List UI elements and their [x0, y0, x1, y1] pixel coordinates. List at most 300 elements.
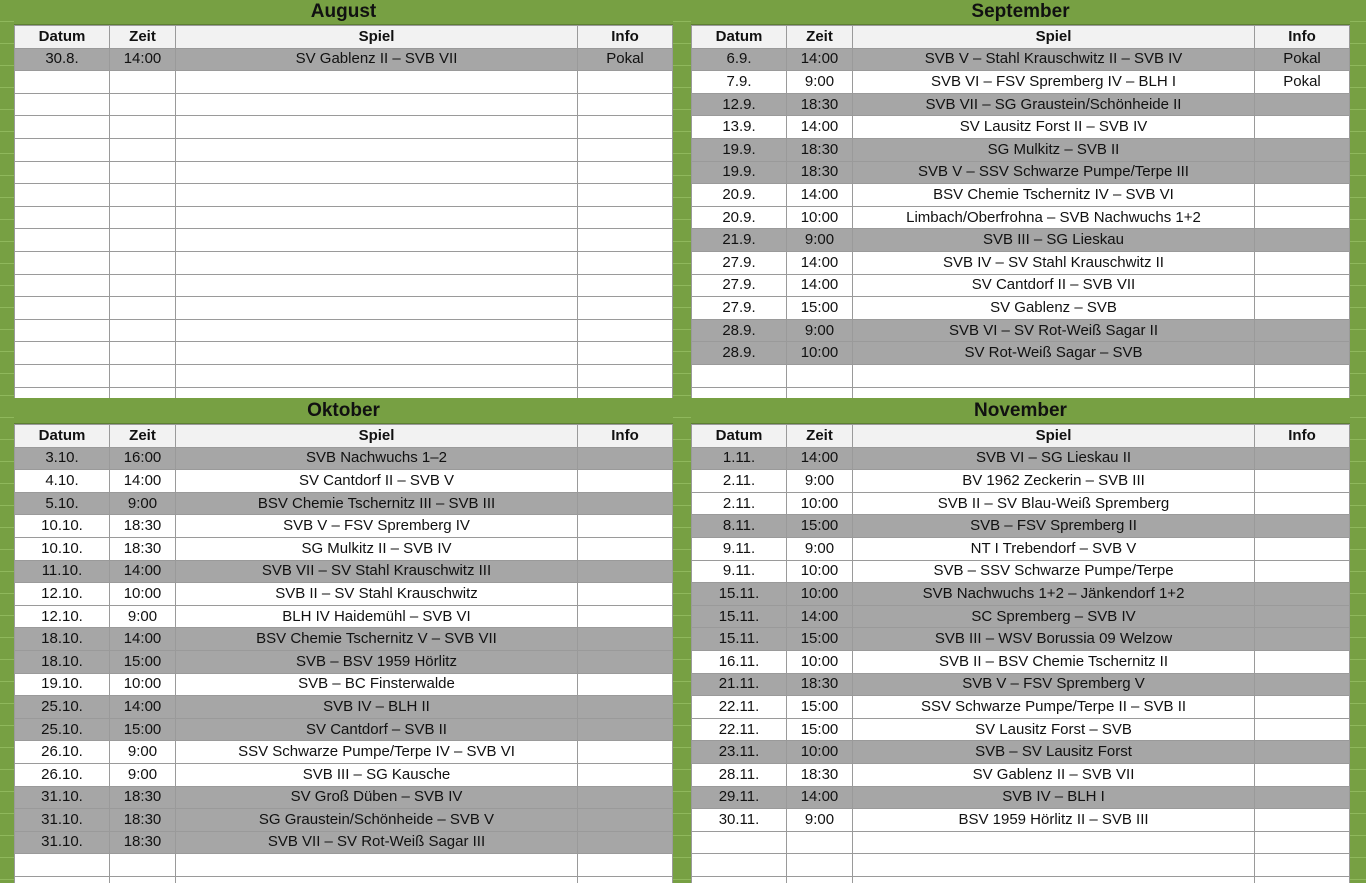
cell-info: Pokal	[1255, 48, 1350, 71]
cell-info	[578, 831, 673, 854]
right-green-margin	[1350, 0, 1366, 883]
match-row	[692, 138, 1350, 161]
match-row	[15, 492, 673, 515]
header-row	[15, 26, 673, 49]
empty-row	[15, 876, 673, 883]
cell-info	[578, 605, 673, 628]
month-block-august	[14, 0, 673, 398]
cell-zeit	[110, 364, 176, 387]
cell-zeit: 14:00	[110, 470, 176, 493]
cell-datum	[15, 184, 110, 207]
cell-spiel: SV Lausitz Forst II – SVB IV	[853, 116, 1255, 139]
cell-info	[578, 763, 673, 786]
match-row	[15, 763, 673, 786]
cell-datum	[692, 364, 787, 387]
cell-zeit: 14:00	[787, 116, 853, 139]
cell-zeit: 10:00	[787, 650, 853, 673]
cell-spiel: SVB III – SG Lieskau	[853, 229, 1255, 252]
cell-info	[1255, 364, 1350, 387]
match-row	[692, 650, 1350, 673]
cell-info	[1255, 93, 1350, 116]
cell-spiel	[853, 876, 1255, 883]
cell-info	[578, 184, 673, 207]
cell-info	[578, 138, 673, 161]
cell-spiel: SVB V – FSV Spremberg IV	[176, 515, 578, 538]
column-header-spiel: Spiel	[176, 425, 578, 448]
cell-info	[1255, 161, 1350, 184]
cell-zeit: 9:00	[787, 229, 853, 252]
cell-info	[1255, 763, 1350, 786]
match-row	[692, 161, 1350, 184]
cell-info	[1255, 673, 1350, 696]
cell-datum: 5.10.	[15, 492, 110, 515]
cell-zeit: 14:00	[787, 447, 853, 470]
cell-spiel	[176, 297, 578, 320]
cell-datum: 31.10.	[15, 786, 110, 809]
empty-row	[15, 138, 673, 161]
cell-spiel	[176, 93, 578, 116]
cell-info	[1255, 831, 1350, 854]
cell-info	[1255, 628, 1350, 651]
cell-info	[1255, 492, 1350, 515]
cell-info	[578, 741, 673, 764]
cell-datum: 30.8.	[15, 48, 110, 71]
cell-spiel: SVB Nachwuchs 1+2 – Jänkendorf 1+2	[853, 583, 1255, 606]
cell-spiel: SVB – BC Finsterwalde	[176, 673, 578, 696]
cell-zeit: 10:00	[787, 342, 853, 365]
cell-info	[1255, 447, 1350, 470]
cell-info	[578, 560, 673, 583]
empty-row	[692, 831, 1350, 854]
cell-datum: 20.9.	[692, 184, 787, 207]
cell-datum: 25.10.	[15, 718, 110, 741]
cell-info	[1255, 718, 1350, 741]
month-block-oktober	[14, 399, 673, 883]
match-row	[15, 447, 673, 470]
cell-spiel: SV Gablenz II – SVB VII	[853, 763, 1255, 786]
cell-zeit: 9:00	[787, 71, 853, 94]
cell-info	[578, 251, 673, 274]
cell-datum: 15.11.	[692, 583, 787, 606]
empty-row	[15, 274, 673, 297]
cell-info	[1255, 206, 1350, 229]
cell-info	[578, 319, 673, 342]
month-block-september	[691, 0, 1350, 398]
cell-spiel: Limbach/Oberfrohna – SVB Nachwuchs 1+2	[853, 206, 1255, 229]
cell-info	[1255, 650, 1350, 673]
cell-datum: 11.10.	[15, 560, 110, 583]
empty-row	[15, 319, 673, 342]
column-header-datum: Datum	[15, 26, 110, 49]
cell-zeit	[110, 93, 176, 116]
cell-spiel: SG Graustein/Schönheide – SVB V	[176, 809, 578, 832]
empty-row	[15, 854, 673, 877]
cell-datum: 13.9.	[692, 116, 787, 139]
empty-row	[15, 71, 673, 94]
cell-spiel: BSV Chemie Tschernitz V – SVB VII	[176, 628, 578, 651]
column-header-zeit: Zeit	[787, 26, 853, 49]
cell-spiel	[853, 831, 1255, 854]
cell-spiel: SVB IV – BLH II	[176, 696, 578, 719]
cell-datum: 8.11.	[692, 515, 787, 538]
cell-zeit	[110, 251, 176, 274]
cell-info	[1255, 537, 1350, 560]
cell-zeit	[110, 274, 176, 297]
cell-datum: 10.10.	[15, 515, 110, 538]
match-row	[692, 515, 1350, 538]
cell-info	[578, 447, 673, 470]
cell-info	[578, 470, 673, 493]
match-row	[692, 537, 1350, 560]
cell-info	[1255, 138, 1350, 161]
cell-datum	[692, 387, 787, 398]
schedule-table	[691, 424, 1350, 883]
cell-datum	[15, 297, 110, 320]
cell-info	[578, 876, 673, 883]
cell-datum	[15, 342, 110, 365]
cell-spiel: SVB VII – SV Rot-Weiß Sagar III	[176, 831, 578, 854]
match-row	[692, 48, 1350, 71]
cell-zeit: 9:00	[110, 492, 176, 515]
cell-spiel: SVB II – BSV Chemie Tschernitz II	[853, 650, 1255, 673]
cell-datum: 9.11.	[692, 560, 787, 583]
cell-datum: 6.9.	[692, 48, 787, 71]
cell-info	[1255, 515, 1350, 538]
cell-info: Pokal	[1255, 71, 1350, 94]
cell-info	[578, 229, 673, 252]
schedule-table	[14, 424, 673, 883]
schedule-table	[14, 25, 673, 398]
cell-spiel: SVB VI – SG Lieskau II	[853, 447, 1255, 470]
cell-zeit	[110, 387, 176, 398]
match-row	[692, 470, 1350, 493]
cell-spiel: SG Mulkitz II – SVB IV	[176, 537, 578, 560]
cell-info	[578, 537, 673, 560]
header-row	[692, 425, 1350, 448]
center-green-gutter	[673, 0, 691, 883]
cell-zeit: 14:00	[787, 251, 853, 274]
cell-datum: 12.9.	[692, 93, 787, 116]
cell-datum: 28.9.	[692, 319, 787, 342]
cell-datum: 7.9.	[692, 71, 787, 94]
cell-spiel: SVB III – WSV Borussia 09 Welzow	[853, 628, 1255, 651]
match-row	[692, 251, 1350, 274]
cell-info	[578, 71, 673, 94]
match-row	[15, 786, 673, 809]
cell-datum: 9.11.	[692, 537, 787, 560]
cell-zeit: 10:00	[787, 492, 853, 515]
cell-datum: 19.9.	[692, 161, 787, 184]
cell-info	[1255, 387, 1350, 398]
cell-datum: 12.10.	[15, 605, 110, 628]
cell-zeit: 14:00	[110, 628, 176, 651]
match-row	[15, 650, 673, 673]
cell-datum: 23.11.	[692, 741, 787, 764]
cell-spiel: BSV Chemie Tschernitz IV – SVB VI	[853, 184, 1255, 207]
cell-zeit: 14:00	[110, 696, 176, 719]
cell-datum: 2.11.	[692, 492, 787, 515]
column-header-info: Info	[578, 26, 673, 49]
cell-zeit	[787, 831, 853, 854]
cell-info	[1255, 319, 1350, 342]
cell-zeit: 9:00	[787, 809, 853, 832]
cell-spiel: SSV Schwarze Pumpe/Terpe II – SVB II	[853, 696, 1255, 719]
empty-row	[15, 251, 673, 274]
cell-spiel: SG Mulkitz – SVB II	[853, 138, 1255, 161]
column-header-zeit: Zeit	[110, 26, 176, 49]
cell-zeit: 10:00	[787, 560, 853, 583]
month-title: September	[691, 0, 1350, 25]
cell-spiel	[853, 854, 1255, 877]
empty-row	[692, 364, 1350, 387]
match-row	[692, 763, 1350, 786]
column-header-datum: Datum	[692, 425, 787, 448]
empty-row	[692, 876, 1350, 883]
cell-zeit	[110, 319, 176, 342]
cell-info	[578, 515, 673, 538]
cell-spiel: SVB – SSV Schwarze Pumpe/Terpe	[853, 560, 1255, 583]
cell-zeit	[787, 876, 853, 883]
cell-info	[578, 786, 673, 809]
cell-spiel	[176, 71, 578, 94]
match-row	[15, 560, 673, 583]
cell-datum	[15, 116, 110, 139]
cell-zeit: 9:00	[110, 763, 176, 786]
cell-spiel: SV Gablenz II – SVB VII	[176, 48, 578, 71]
empty-row	[15, 387, 673, 398]
cell-spiel: SVB V – FSV Spremberg V	[853, 673, 1255, 696]
cell-spiel: SV Cantdorf II – SVB VII	[853, 274, 1255, 297]
cell-spiel: SV Cantdorf II – SVB V	[176, 470, 578, 493]
cell-datum	[15, 364, 110, 387]
cell-zeit: 18:30	[787, 138, 853, 161]
empty-row	[692, 854, 1350, 877]
empty-row	[15, 116, 673, 139]
cell-info	[1255, 251, 1350, 274]
cell-zeit: 18:30	[787, 161, 853, 184]
left-green-margin	[0, 0, 14, 883]
cell-info	[1255, 741, 1350, 764]
column-header-info: Info	[578, 425, 673, 448]
cell-datum: 16.11.	[692, 650, 787, 673]
cell-spiel	[176, 161, 578, 184]
cell-spiel: SVB VI – FSV Spremberg IV – BLH I	[853, 71, 1255, 94]
cell-info	[578, 116, 673, 139]
cell-datum: 27.9.	[692, 274, 787, 297]
cell-zeit: 14:00	[787, 184, 853, 207]
match-row	[692, 447, 1350, 470]
cell-zeit	[110, 876, 176, 883]
match-row	[15, 718, 673, 741]
empty-row	[15, 206, 673, 229]
cell-datum: 26.10.	[15, 741, 110, 764]
cell-spiel: SV Gablenz – SVB	[853, 297, 1255, 320]
cell-spiel	[176, 116, 578, 139]
cell-info	[578, 718, 673, 741]
cell-datum	[15, 229, 110, 252]
match-row	[692, 583, 1350, 606]
cell-spiel: SV Lausitz Forst – SVB	[853, 718, 1255, 741]
cell-info	[578, 161, 673, 184]
match-row	[692, 718, 1350, 741]
cell-info	[578, 673, 673, 696]
cell-spiel: SVB IV – SV Stahl Krauschwitz II	[853, 251, 1255, 274]
match-row	[692, 696, 1350, 719]
schedule-table	[691, 25, 1350, 398]
cell-info	[1255, 184, 1350, 207]
cell-datum	[15, 206, 110, 229]
match-row	[692, 786, 1350, 809]
cell-spiel	[176, 138, 578, 161]
cell-datum	[15, 161, 110, 184]
cell-zeit: 9:00	[110, 741, 176, 764]
cell-datum: 12.10.	[15, 583, 110, 606]
cell-info	[578, 650, 673, 673]
cell-zeit: 10:00	[110, 583, 176, 606]
cell-spiel: SVB IV – BLH I	[853, 786, 1255, 809]
cell-zeit: 18:30	[110, 537, 176, 560]
match-row	[692, 560, 1350, 583]
cell-zeit: 18:30	[110, 831, 176, 854]
cell-spiel: NT I Trebendorf – SVB V	[853, 537, 1255, 560]
cell-datum: 20.9.	[692, 206, 787, 229]
cell-datum: 27.9.	[692, 251, 787, 274]
cell-info	[578, 696, 673, 719]
cell-info	[1255, 274, 1350, 297]
empty-row	[15, 342, 673, 365]
cell-zeit: 9:00	[110, 605, 176, 628]
match-row	[15, 605, 673, 628]
cell-info	[578, 809, 673, 832]
cell-spiel: SC Spremberg – SVB IV	[853, 605, 1255, 628]
cell-datum: 21.11.	[692, 673, 787, 696]
cell-datum	[15, 387, 110, 398]
cell-zeit	[110, 138, 176, 161]
match-row	[15, 628, 673, 651]
cell-spiel: SV Rot-Weiß Sagar – SVB	[853, 342, 1255, 365]
cell-zeit: 15:00	[787, 297, 853, 320]
cell-zeit	[110, 229, 176, 252]
cell-info: Pokal	[578, 48, 673, 71]
column-header-spiel: Spiel	[176, 26, 578, 49]
column-header-datum: Datum	[692, 26, 787, 49]
cell-spiel	[176, 876, 578, 883]
cell-datum: 15.11.	[692, 628, 787, 651]
cell-info	[578, 274, 673, 297]
cell-datum	[692, 876, 787, 883]
cell-info	[578, 628, 673, 651]
cell-zeit	[110, 116, 176, 139]
match-row	[15, 537, 673, 560]
cell-spiel: SVB III – SG Kausche	[176, 763, 578, 786]
cell-spiel: SVB II – SV Stahl Krauschwitz	[176, 583, 578, 606]
cell-datum	[15, 93, 110, 116]
cell-spiel	[176, 251, 578, 274]
cell-zeit: 15:00	[787, 696, 853, 719]
cell-datum	[15, 319, 110, 342]
cell-info	[578, 93, 673, 116]
cell-zeit	[110, 71, 176, 94]
cell-spiel	[176, 274, 578, 297]
cell-zeit: 9:00	[787, 319, 853, 342]
empty-row	[15, 364, 673, 387]
match-row	[15, 48, 673, 71]
cell-zeit	[110, 342, 176, 365]
cell-datum: 30.11.	[692, 809, 787, 832]
cell-datum: 26.10.	[15, 763, 110, 786]
cell-info	[578, 854, 673, 877]
cell-datum	[15, 876, 110, 883]
cell-zeit: 9:00	[787, 470, 853, 493]
cell-zeit	[110, 854, 176, 877]
cell-zeit: 15:00	[110, 650, 176, 673]
cell-datum: 31.10.	[15, 809, 110, 832]
cell-info	[1255, 470, 1350, 493]
cell-datum: 1.11.	[692, 447, 787, 470]
cell-spiel: BLH IV Haidemühl – SVB VI	[176, 605, 578, 628]
cell-spiel: SVB – FSV Spremberg II	[853, 515, 1255, 538]
cell-info	[1255, 583, 1350, 606]
cell-datum	[15, 854, 110, 877]
cell-datum	[15, 274, 110, 297]
match-row	[15, 809, 673, 832]
cell-zeit	[110, 206, 176, 229]
match-row	[692, 229, 1350, 252]
cell-datum: 19.9.	[692, 138, 787, 161]
cell-zeit	[787, 364, 853, 387]
match-row	[692, 319, 1350, 342]
cell-zeit: 10:00	[787, 583, 853, 606]
cell-info	[578, 206, 673, 229]
cell-spiel: BSV Chemie Tschernitz III – SVB III	[176, 492, 578, 515]
cell-spiel: SVB VI – SV Rot-Weiß Sagar II	[853, 319, 1255, 342]
header-row	[692, 26, 1350, 49]
empty-row	[15, 93, 673, 116]
cell-info	[1255, 696, 1350, 719]
cell-info	[1255, 560, 1350, 583]
match-row	[692, 628, 1350, 651]
cell-datum	[15, 251, 110, 274]
cell-zeit: 14:00	[787, 605, 853, 628]
cell-info	[1255, 342, 1350, 365]
cell-zeit: 15:00	[787, 718, 853, 741]
match-row	[692, 93, 1350, 116]
cell-spiel: SVB – BSV 1959 Hörlitz	[176, 650, 578, 673]
match-row	[15, 583, 673, 606]
empty-row	[15, 229, 673, 252]
cell-info	[1255, 809, 1350, 832]
match-row	[15, 515, 673, 538]
empty-row	[15, 297, 673, 320]
cell-spiel: SVB II – SV Blau-Weiß Spremberg	[853, 492, 1255, 515]
cell-spiel	[176, 229, 578, 252]
cell-spiel: SV Cantdorf – SVB II	[176, 718, 578, 741]
cell-info	[1255, 876, 1350, 883]
cell-datum: 19.10.	[15, 673, 110, 696]
cell-spiel	[176, 206, 578, 229]
cell-zeit: 9:00	[787, 537, 853, 560]
cell-datum	[692, 854, 787, 877]
cell-spiel	[176, 184, 578, 207]
cell-zeit: 15:00	[787, 515, 853, 538]
cell-datum: 3.10.	[15, 447, 110, 470]
cell-datum: 21.9.	[692, 229, 787, 252]
cell-spiel: SVB VII – SV Stahl Krauschwitz III	[176, 560, 578, 583]
cell-zeit	[110, 161, 176, 184]
cell-spiel: BSV 1959 Hörlitz II – SVB III	[853, 809, 1255, 832]
cell-zeit	[787, 387, 853, 398]
cell-spiel: SSV Schwarze Pumpe/Terpe IV – SVB VI	[176, 741, 578, 764]
